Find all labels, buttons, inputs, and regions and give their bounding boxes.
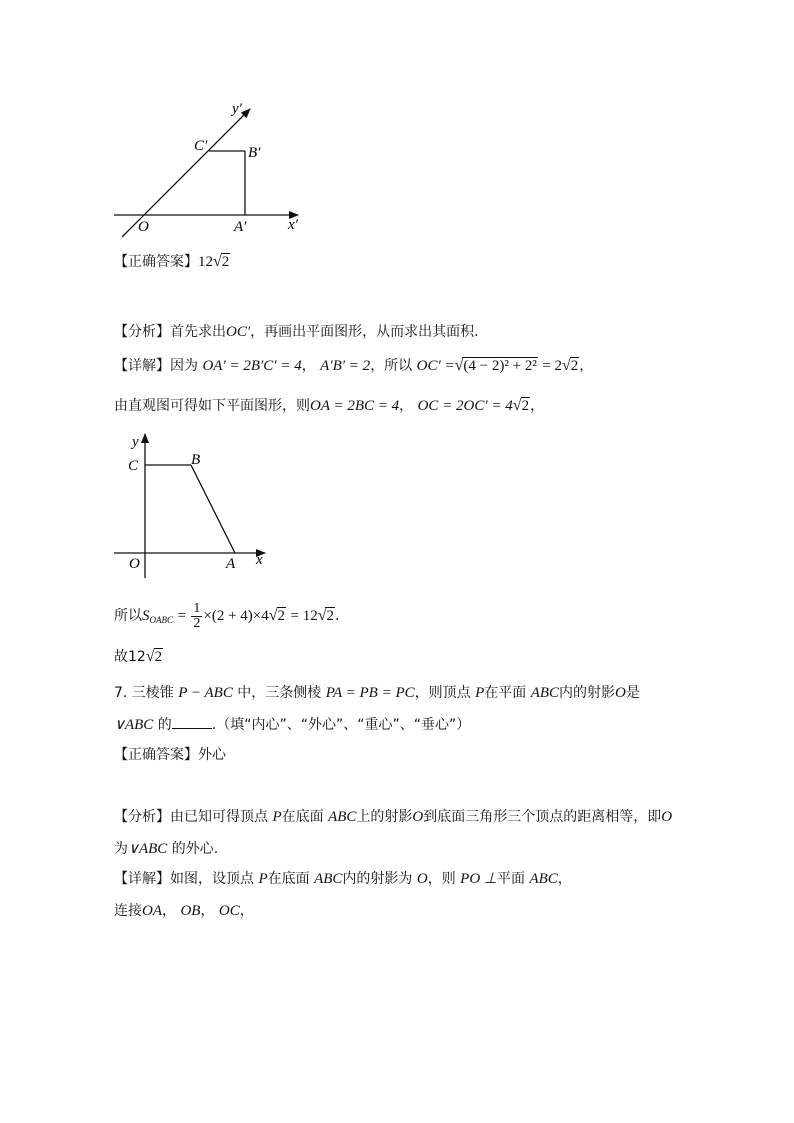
detail-eq-3-rhs: = 2 xyxy=(542,358,562,374)
detail-sep: ， xyxy=(301,358,316,374)
label-a: A xyxy=(226,556,236,572)
area-line xyxy=(114,601,339,635)
answer-radicand: 2 xyxy=(221,254,230,270)
answer-tag: 【正确答案】 xyxy=(114,254,198,270)
analysis-7-line-1 xyxy=(114,807,672,827)
analysis-abc: ABC xyxy=(328,809,357,825)
label-o: O xyxy=(129,556,140,572)
detail-eq-2-radicand: 2 xyxy=(521,398,530,414)
analysis-6 xyxy=(114,322,479,342)
q7-text: 的 xyxy=(157,717,172,733)
detail-text: 连接 xyxy=(114,903,142,919)
q7-expr-5: O xyxy=(615,685,626,701)
analysis-text-b: 在底面 xyxy=(281,809,324,825)
detail-7-line-1 xyxy=(114,869,572,889)
analysis-text-c: 上的射影 xyxy=(356,809,413,825)
label-a-prime: A′ xyxy=(234,219,247,235)
detail-oc: OC xyxy=(218,903,240,919)
area-radicand-2: 2 xyxy=(326,608,334,624)
sqrt-icon: √ xyxy=(145,648,155,665)
answer-7 xyxy=(114,745,226,765)
analysis-text-a: 由已知可得顶点 xyxy=(170,809,268,825)
question-7-line-2 xyxy=(114,714,470,735)
analysis-text: 为 xyxy=(114,841,128,857)
q7-text-c: ，则顶点 xyxy=(414,685,471,701)
label-c-prime: C′ xyxy=(194,138,208,154)
detail-sep-2: ， xyxy=(200,903,215,919)
analysis-7-line-2 xyxy=(114,839,218,859)
detail-oa: OA xyxy=(142,903,162,919)
fraction-half xyxy=(191,602,202,631)
q7-expr-2: PA = PB = PC xyxy=(325,685,415,701)
detail-abc: ABC xyxy=(314,871,343,887)
label-c: C xyxy=(128,458,139,474)
q7-text-f: 是 xyxy=(625,685,640,701)
detail-text: 由直观图可得如下平面图形，则 xyxy=(114,398,310,414)
area-eq: = xyxy=(177,608,186,624)
q7-triangle: ∨ABC xyxy=(114,717,154,733)
detail-7-line-2 xyxy=(114,901,254,921)
answer-tag: 【正确答案】 xyxy=(114,747,198,763)
detail-sep-1: ， xyxy=(162,903,176,919)
detail-eq-3-radicand: (4 − 2)² + 2² xyxy=(463,358,537,374)
sqrt-icon: √ xyxy=(512,397,522,414)
detail-tag: 【详解】 xyxy=(114,871,170,887)
detail-o: O xyxy=(416,871,428,887)
plane-figure xyxy=(110,428,280,578)
detail-text-b: 在底面 xyxy=(267,871,310,887)
detail-sep: ， xyxy=(399,398,414,414)
frac-numerator: 1 xyxy=(193,600,201,616)
area-radicand-1: 2 xyxy=(277,608,286,624)
detail-text-c: 内的射影为 xyxy=(342,871,413,887)
detail-ob: OB xyxy=(180,903,201,919)
conclusion-text: 故12 xyxy=(114,649,146,665)
detail-end: ， xyxy=(530,398,545,414)
sqrt-icon: √ xyxy=(454,357,464,374)
segment-ba xyxy=(191,465,235,553)
detail-p: P xyxy=(258,871,268,887)
analysis-text-d: 到底面三角形三个顶点的距离相等，即 xyxy=(423,809,662,825)
area-symbol: S xyxy=(142,608,150,624)
label-x: x xyxy=(256,552,263,568)
analysis-expr: OC′ xyxy=(226,324,251,340)
detail-text-a: 如图，设顶点 xyxy=(170,871,254,887)
sqrt-icon: √ xyxy=(317,607,327,624)
detail-end: ， xyxy=(239,903,254,919)
q7-number: 7. 三棱锥 xyxy=(114,685,174,701)
analysis-tag: 【分析】 xyxy=(114,324,170,340)
detail-text-b: ，所以 xyxy=(370,358,413,374)
answer-value: 外心 xyxy=(198,747,226,763)
detail-text-d: ，则 xyxy=(427,871,456,887)
q7-text-d: 在平面 xyxy=(484,685,527,701)
detail-eq-3-rhs-radicand: 2 xyxy=(570,358,579,374)
detail-eq-2: OC = 2OC′ = 4 xyxy=(417,398,513,414)
sqrt-icon: √ xyxy=(213,253,222,270)
q7-expr-3: P xyxy=(475,685,485,701)
detail-end: ， xyxy=(557,871,572,887)
q7-text-b: 中，三条侧棱 xyxy=(237,685,322,701)
q7-expr-4: ABC xyxy=(530,685,560,701)
answer-blank xyxy=(172,714,212,729)
detail-eq-3-lhs: OC′ = xyxy=(416,358,455,374)
y-axis xyxy=(122,109,250,237)
analysis-text: 首先求出 xyxy=(170,324,226,340)
conclusion-radicand: 2 xyxy=(154,649,163,665)
q7-expr-1: P − ABC xyxy=(178,685,233,701)
analysis-o: O xyxy=(412,809,424,825)
sqrt-icon: √ xyxy=(562,357,571,374)
sqrt-icon: √ xyxy=(268,607,278,624)
analysis-p: P xyxy=(272,809,282,825)
analysis-o-2: O xyxy=(661,809,673,825)
analysis-text-b: 的外心. xyxy=(171,841,219,857)
q7-text-e: 内的射影 xyxy=(559,685,616,701)
detail-6-line-1 xyxy=(114,356,593,376)
question-7-line-1 xyxy=(114,683,640,703)
label-y-prime: y′ xyxy=(232,101,242,117)
detail-abc-2: ABC xyxy=(529,871,558,887)
q7-hint: .（填“内心”、“外心”、“重心”、“垂心”） xyxy=(211,717,471,733)
oblique-figure xyxy=(108,95,308,245)
area-end: . xyxy=(334,608,340,624)
detail-text-e: 平面 xyxy=(496,871,525,887)
conclusion-6 xyxy=(114,647,163,667)
answer-6 xyxy=(114,252,230,272)
detail-6-line-2 xyxy=(114,396,544,416)
detail-eq-1: OA = 2BC = 4 xyxy=(310,398,400,414)
label-y: y xyxy=(132,434,139,450)
area-subscript: OABC xyxy=(149,615,173,625)
analysis-text-b: ，再画出平面图形，从而求出其面积. xyxy=(250,324,479,340)
detail-eq-1: OA′ = 2B′C′ = 4 xyxy=(202,358,302,374)
analysis-triangle: ∨ABC xyxy=(128,841,168,857)
detail-tag: 【详解】 xyxy=(114,358,170,374)
detail-expr: PO ⊥ xyxy=(460,871,497,887)
detail-end: ， xyxy=(579,358,594,374)
detail-text: 因为 xyxy=(170,358,198,374)
area-result: = 12 xyxy=(290,608,318,624)
answer-value: 12 xyxy=(198,254,213,270)
label-x-prime: x′ xyxy=(288,217,298,233)
frac-denominator: 2 xyxy=(193,615,201,631)
area-text: 所以 xyxy=(114,608,142,624)
area-mid: ×(2 + 4)×4 xyxy=(203,608,269,624)
analysis-tag: 【分析】 xyxy=(114,809,170,825)
label-o: O xyxy=(138,219,149,235)
detail-eq-2: A′B′ = 2 xyxy=(320,358,371,374)
label-b: B xyxy=(191,452,201,468)
label-b-prime: B′ xyxy=(248,145,261,161)
